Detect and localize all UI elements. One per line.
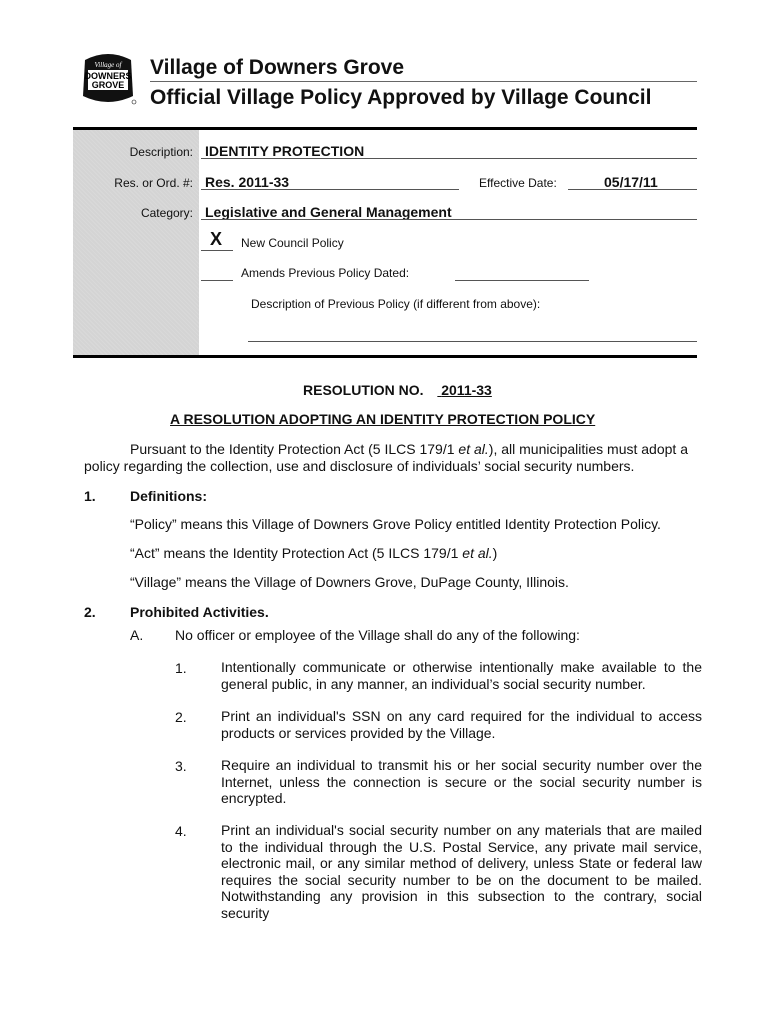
section-1-number: 1.: [84, 488, 96, 504]
res-ord-label: Res. or Ord. #:: [114, 176, 193, 190]
category-label: Category:: [140, 206, 193, 220]
amends-blank: [201, 280, 233, 281]
definition-act: “Act” means the Identity Protection Act (5 ILCS 179/1 et al.): [130, 545, 498, 561]
item-4-number: 4.: [175, 823, 187, 839]
section-1-title: Definitions:: [130, 488, 207, 504]
new-policy-checkmark: X: [210, 229, 223, 249]
title-divider: [150, 81, 697, 82]
village-of-downers-grove-logo: [79, 50, 137, 108]
item-4-text: Print an individual's social security number on any materials that are mailed to the individual through the U.S. Postal Service, any private mail service, electronic mail, or any similar method of delivery, unless State or federal law requires the social security number to be on the document to be mailed. Notwithstanding any provision in this subsection to the contrary, social security: [221, 822, 702, 921]
item-3-text: Require an individual to transmit his or her social security number over the Internet, unless the connection is secure or the social security number is encrypted.: [221, 757, 702, 806]
svg-text:Village of: Village of: [94, 61, 122, 69]
definition-village: “Village” means the Village of Downers Grove, DuPage County, Illinois.: [130, 574, 569, 590]
intro-line-1: Pursuant to the Identity Protection Act (5 ILCS 179/1 et al.), all municipalities must adopt a: [130, 441, 688, 457]
amends-label: Amends Previous Policy Dated:: [241, 266, 410, 280]
svg-text:DOWNERS: DOWNERS: [84, 71, 132, 81]
category-underline: [201, 219, 697, 220]
new-policy-label: New Council Policy: [241, 236, 344, 250]
item-1-number: 1.: [175, 660, 187, 676]
description-value: IDENTITY PROTECTION: [205, 143, 365, 159]
amends-date-underline: [455, 280, 589, 281]
item-3-number: 3.: [175, 758, 187, 774]
resolution-number: [303, 382, 492, 399]
resolution-number-value: 2011-33: [441, 382, 492, 398]
res-ord-underline: [201, 189, 459, 190]
effective-date-value: 05/17/11: [604, 174, 658, 190]
section-2-number: 2.: [84, 604, 96, 620]
category-value: Legislative and General Management: [205, 204, 452, 220]
description-label: Description:: [129, 145, 193, 159]
item-2-text: Print an individual's SSN on any card required for the individual to access products or services provided by the Village.: [221, 708, 702, 741]
form-box-bottom-rule: [73, 355, 697, 358]
previous-description-label: Description of Previous Policy (if different from above):: [251, 297, 541, 311]
subsection-a-label: A.: [130, 627, 144, 643]
intro-line-2: policy regarding the collection, use and disclosure of individuals’ social security numbers.: [84, 458, 635, 474]
resolution-title: A RESOLUTION ADOPTING AN IDENTITY PROTECTION POLICY: [170, 411, 596, 427]
form-label-column: [73, 130, 199, 355]
definition-policy: “Policy” means this Village of Downers Grove Policy entitled Identity Protection Policy.: [130, 516, 661, 532]
effective-date-underline: [568, 189, 697, 190]
item-1-text: Intentionally communicate or otherwise intentionally make available to the general public, in any manner, an individual’s social security number.: [221, 659, 702, 692]
svg-text:GROVE: GROVE: [91, 80, 125, 90]
policy-subtitle: Official Village Policy Approved by Village Council: [150, 86, 652, 109]
village-title: Village of Downers Grove: [150, 56, 405, 79]
new-policy-blank: [201, 250, 233, 251]
description-underline: [201, 158, 697, 159]
res-ord-value: Res. 2011-33: [205, 174, 290, 190]
section-2-title: Prohibited Activities.: [130, 604, 269, 620]
item-2-number: 2.: [175, 709, 187, 725]
previous-description-underline: [248, 341, 697, 342]
subsection-a-text: No officer or employee of the Village shall do any of the following:: [175, 627, 580, 643]
effective-date-label: Effective Date:: [479, 176, 557, 190]
resolution-number-label: RESOLUTION NO.: [303, 382, 424, 398]
